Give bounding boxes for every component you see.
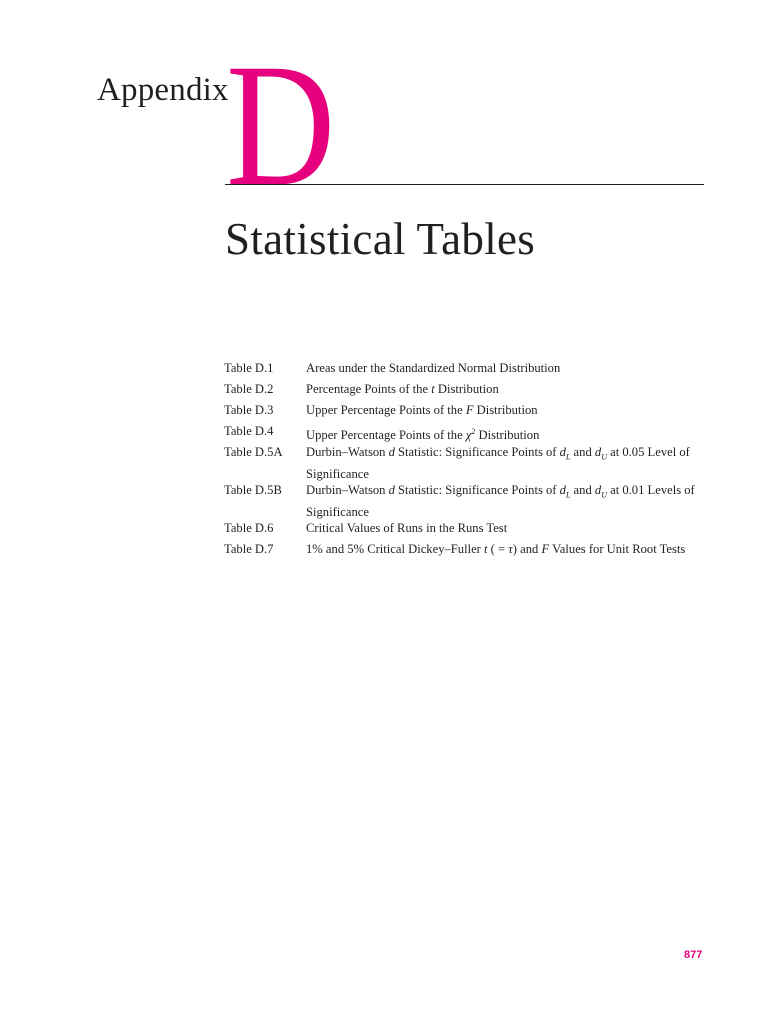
table-description: Upper Percentage Points of the $\chi^2$ Distribution — [306, 427, 540, 443]
table-description: Upper Percentage Points of the F Distribution — [306, 403, 538, 417]
table-description: Areas under the Standardized Normal Distribution — [306, 361, 561, 375]
appendix-letter: D — [226, 28, 336, 223]
list-item — [224, 482, 706, 520]
page-number: 877 — [684, 949, 703, 961]
appendix-word: Appendix — [97, 72, 229, 108]
table-list — [224, 360, 706, 562]
table-description: Percentage Points of the t Distribution — [306, 382, 499, 396]
table-label: Table D.2 — [224, 382, 274, 396]
list-item — [224, 381, 706, 402]
list-item — [224, 360, 706, 381]
table-label: Table D.5A — [224, 445, 283, 459]
table-label: Table D.7 — [224, 542, 274, 556]
page-title: Statistical Tables — [225, 214, 536, 264]
table-label: Table D.6 — [224, 521, 274, 535]
table-description: 1% and 5% Critical Dickey–Fuller t ( = τ) and F Values for Unit Root Tests — [306, 542, 686, 556]
table-description: Critical Values of Runs in the Runs Test — [306, 521, 508, 535]
list-item — [224, 402, 706, 423]
table-description: Durbin–Watson d Statistic: Significance Points of $d_L$ and $d_U$ at 0.05 Level of Significance — [306, 445, 690, 481]
list-item — [224, 423, 706, 444]
table-label: Table D.4 — [224, 424, 274, 438]
header-rule — [225, 184, 704, 185]
table-label: Table D.3 — [224, 403, 274, 417]
table-description: Durbin–Watson d Statistic: Significance Points of $d_L$ and $d_U$ at 0.01 Levels of Significance — [306, 483, 695, 519]
list-item — [224, 520, 706, 541]
list-item — [224, 444, 706, 482]
table-label: Table D.1 — [224, 361, 274, 375]
table-label: Table D.5B — [224, 483, 282, 497]
list-item — [224, 541, 706, 562]
